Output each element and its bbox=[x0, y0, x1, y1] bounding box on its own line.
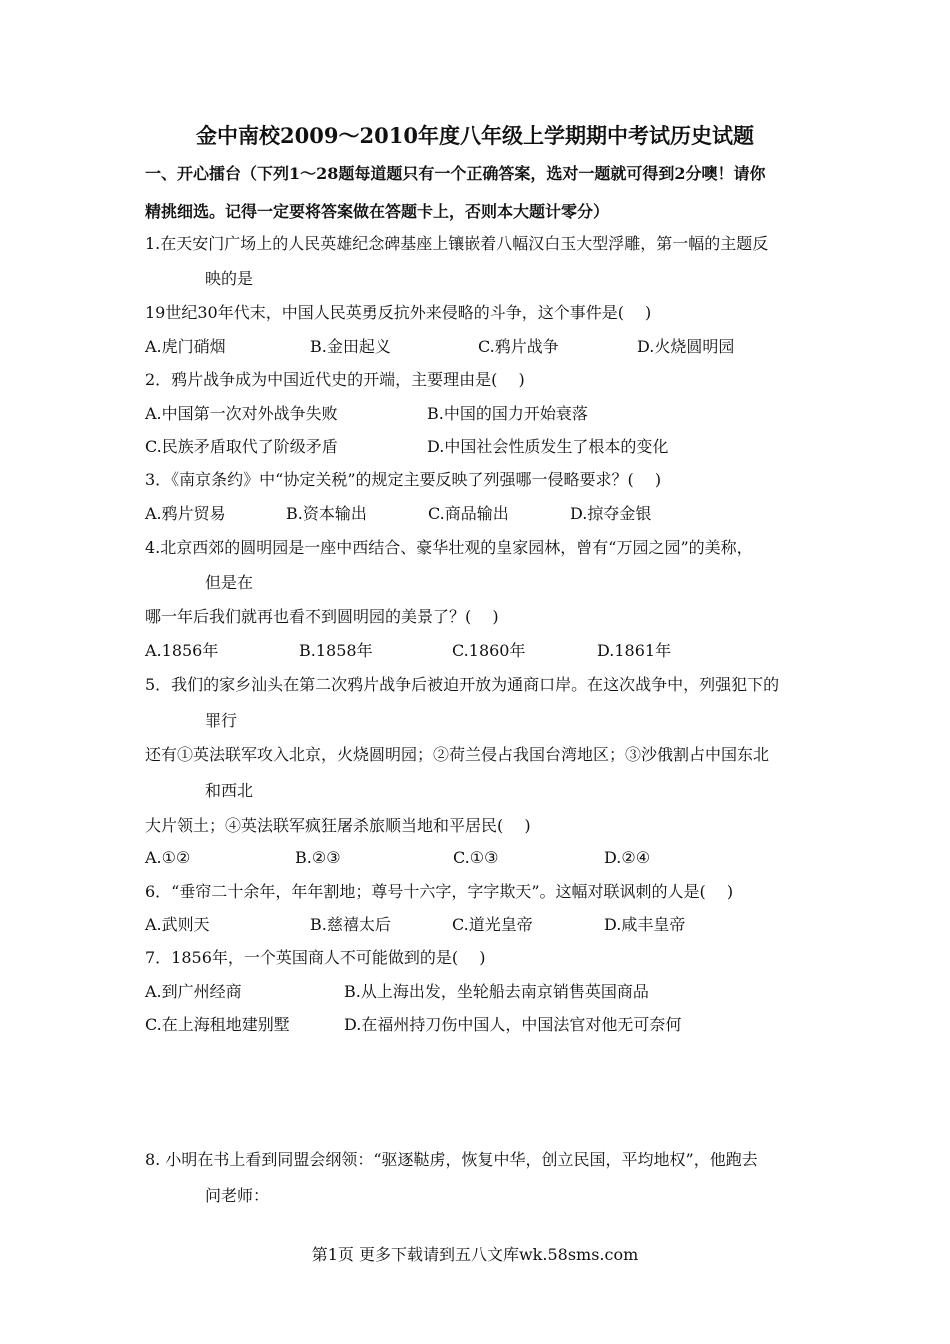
option-b: B.金田起义 bbox=[310, 337, 391, 356]
question-2-text: 2．鸦片战争成为中国近代史的开端，主要理由是( ) bbox=[145, 370, 525, 389]
option-a: A.鸦片贸易 bbox=[145, 504, 226, 523]
option-d: D.在福州持刀伤中国人，中国法官对他无可奈何 bbox=[344, 1015, 682, 1034]
question-5-text: 5．我们的家乡汕头在第二次鸦片战争后被迫开放为通商口岸。在这次战争中，列强犯下的 bbox=[145, 675, 780, 694]
option-d: D.中国社会性质发生了根本的变化 bbox=[427, 437, 669, 456]
option-a: A.1856年 bbox=[145, 641, 219, 660]
exam-title: 金中南校2009～2010年度八年级上学期期中考试历史试题 bbox=[196, 123, 754, 148]
question-4-text-cont2: 哪一年后我们就再也看不到圆明园的美景了？( ) bbox=[145, 607, 499, 626]
option-c: C.在上海租地建别墅 bbox=[145, 1015, 290, 1034]
option-a: A.虎门硝烟 bbox=[145, 337, 226, 356]
option-c: C.道光皇帝 bbox=[452, 915, 533, 934]
option-b: B.从上海出发，坐轮船去南京销售英国商品 bbox=[344, 982, 649, 1001]
page-footer: 第1页 更多下载请到五八文库wk.58sms.com bbox=[311, 1245, 639, 1264]
question-1-text-cont: 映的是 bbox=[205, 269, 254, 288]
question-8-text-cont: 问老师： bbox=[205, 1186, 270, 1205]
option-d: D.火烧圆明园 bbox=[637, 337, 735, 356]
option-a: A.中国第一次对外战争失败 bbox=[145, 404, 338, 423]
option-b: B.慈禧太后 bbox=[310, 915, 391, 934]
option-b: B.资本输出 bbox=[286, 504, 367, 523]
option-d: D.掠夺金银 bbox=[570, 504, 652, 523]
question-4-text-cont: 但是在 bbox=[205, 573, 254, 592]
option-c: C.民族矛盾取代了阶级矛盾 bbox=[145, 437, 338, 456]
option-d: D.咸丰皇帝 bbox=[604, 915, 686, 934]
question-8-text: 8. 小明在书上看到同盟会纲领：“驱逐鞑虏，恢复中华，创立民国，平均地权”，他跑去 bbox=[145, 1150, 758, 1169]
question-5-text-cont: 罪行 bbox=[205, 711, 238, 730]
option-d: D.1861年 bbox=[597, 641, 672, 660]
option-b: B.1858年 bbox=[299, 641, 373, 660]
option-b: B.②③ bbox=[295, 848, 341, 867]
option-c: C.1860年 bbox=[452, 641, 526, 660]
question-1-text: 1.在天安门广场上的人民英雄纪念碑基座上镶嵌着八幅汉白玉大型浮雕，第一幅的主题反 bbox=[145, 234, 769, 253]
option-a: A.武则天 bbox=[145, 915, 210, 934]
question-5-text-cont2: 还有①英法联军攻入北京，火烧圆明园；②荷兰侵占我国台湾地区；③沙俄割占中国东北 bbox=[145, 745, 770, 764]
question-1-text-cont2: 19世纪30年代末，中国人民英勇反抗外来侵略的斗争，这个事件是( ) bbox=[145, 303, 652, 322]
question-5-text-cont4: 大片领土；④英法联军疯狂屠杀旅顺当地和平居民( ) bbox=[145, 816, 531, 835]
section-instructions-line2: 精挑细选。记得一定要将答案做在答题卡上，否则本大题计零分） bbox=[145, 202, 610, 221]
option-d: D.②④ bbox=[604, 848, 651, 867]
option-c: C.鸦片战争 bbox=[478, 337, 559, 356]
question-3-text: 3．《南京条约》中“协定关税”的规定主要反映了列强哪一侵略要求？( ) bbox=[145, 470, 662, 489]
question-7-text: 7．1856年，一个英国商人不可能做到的是( ) bbox=[145, 948, 486, 967]
question-5-text-cont3: 和西北 bbox=[205, 781, 254, 800]
question-6-text: 6．“垂帘二十余年，年年割地；尊号十六字，字字欺天”。这幅对联讽刺的人是( ) bbox=[145, 882, 734, 901]
question-4-text: 4.北京西郊的圆明园是一座中西结合、豪华壮观的皇家园林，曾有“万园之园”的美称， bbox=[145, 538, 753, 557]
option-c: C.商品输出 bbox=[428, 504, 509, 523]
option-a: A.到广州经商 bbox=[145, 982, 242, 1001]
option-b: B.中国的国力开始衰落 bbox=[427, 404, 588, 423]
option-c: C.①③ bbox=[453, 848, 499, 867]
option-a: A.①② bbox=[145, 848, 191, 867]
section-instructions-line1: 一、开心擂台（下列1～28题每道题只有一个正确答案，选对一题就可得到2分噢！请你 bbox=[145, 164, 766, 183]
